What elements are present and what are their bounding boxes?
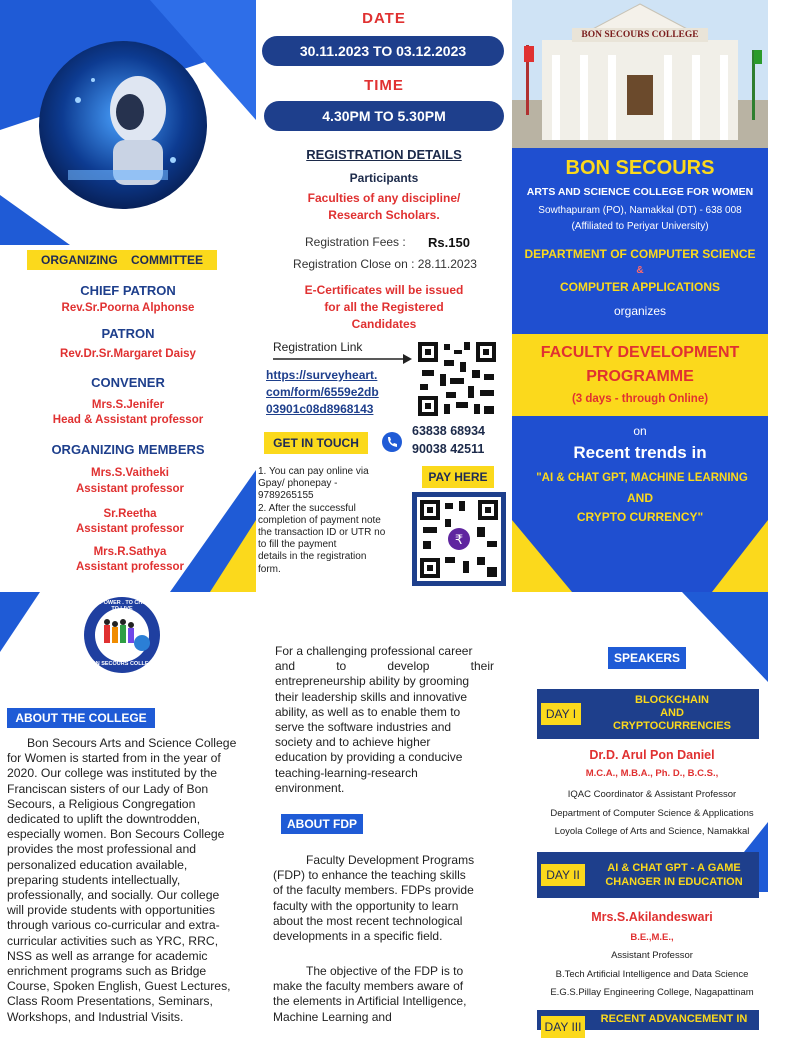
certificate-line-3: Candidates (351, 317, 417, 331)
department-ampersand: & (636, 265, 644, 276)
note-line: form. (258, 563, 281, 575)
fdp-line: faculty with the opportunity to learn (273, 898, 459, 913)
about-line: Secours, a Religious Congregation (7, 796, 196, 811)
about-line: for Women is started from in the year of (7, 751, 221, 766)
speaker-2-line-2: B.Tech Artificial Intelligence and Data Science (555, 969, 749, 980)
about-line: Franciscan sisters of our Lady of Bon (7, 781, 209, 796)
pay-here-badge: PAY HERE (422, 466, 494, 488)
college-building-image (512, 0, 768, 148)
fdp-text (273, 853, 494, 944)
department-line-2: COMPUTER APPLICATIONS (559, 280, 720, 294)
phone-2[interactable]: 90038 42511 (412, 442, 485, 456)
certificate-line-2: for all the Registered (324, 300, 444, 314)
patron-title: PATRON (101, 326, 155, 341)
time-value: 4.30PM TO 5.30PM (264, 101, 504, 131)
member-1-role: Assistant professor (75, 483, 184, 495)
about-line: Bon Secours Arts and Science College (27, 736, 237, 750)
day3-banner (537, 1010, 759, 1034)
logo-motto: TO EMPOWER . TO CHANGE . TO LIVE (82, 600, 162, 612)
member-3-name: Mrs.R.Sathya (93, 546, 167, 558)
participants-line-1: Faculties of any discipline/ (307, 191, 461, 205)
speaker-2-degrees: B.E.,M.E., (630, 932, 674, 943)
about-line: professionally, and socially. Our college (7, 888, 220, 903)
panel-committee (0, 0, 256, 592)
intro-line: teaching-learning-research (275, 765, 418, 780)
about-line: curricular activities such as YRC, RRC, (7, 933, 219, 948)
payment-qr-frame (412, 492, 506, 586)
objective-line: make the faculty members aware of (273, 979, 464, 994)
payment-notes (258, 466, 408, 576)
member-2-role: Assistant professor (75, 523, 184, 535)
participants-line-2: Research Scholars. (328, 208, 440, 222)
organizes-text: organizes (613, 304, 667, 318)
member-2-name: Sr.Reetha (103, 508, 157, 520)
day2-topic-line: AI & CHAT GPT - A GAME (607, 862, 741, 874)
speaker-1-line-3: Loyola College of Arts and Science, Namakkal (554, 826, 750, 837)
day3-label: DAY III (541, 1016, 585, 1038)
about-line: Workshops, and Industrial Visits. (7, 1009, 184, 1024)
convener-title: CONVENER (91, 375, 165, 390)
fdp-line: of the faculty members. FDPs provide (273, 883, 474, 898)
intro-line: environment. (275, 780, 345, 795)
panel-about-fdp (256, 592, 512, 1024)
about-line: Class Room Presentations, Seminars, (7, 994, 213, 1009)
topic-line-1: "AI & CHAT GPT, MACHINE LEARNING (536, 472, 748, 484)
get-in-touch-badge: GET IN TOUCH (264, 432, 368, 454)
phone-icon (381, 431, 403, 453)
registration-qr-code[interactable] (416, 340, 498, 418)
word: their (470, 659, 494, 674)
speaker-2-line-3: E.G.S.Pillay Engineering College, Nagapattinam (550, 987, 754, 998)
intro-text (275, 644, 494, 796)
speaker-1-line-2: Department of Computer Science & Applications (550, 808, 754, 819)
fdp-banner (512, 334, 768, 416)
day2-banner (537, 852, 759, 898)
intro-line: For a challenging professional career (275, 644, 473, 658)
note-line: 1. You can pay online via (258, 466, 369, 477)
intro-line-spaced (275, 659, 494, 674)
registration-title: REGISTRATION DETAILS (306, 147, 462, 162)
about-line: 2020. Our college was instituted by the (7, 766, 218, 781)
chief-patron-title: CHIEF PATRON (80, 283, 176, 298)
panel3-corner-decor (512, 520, 768, 592)
day2-topic (589, 861, 759, 889)
day1-banner (537, 689, 759, 739)
speaker-1-name: Dr.D. Arul Pon Daniel (589, 748, 715, 762)
organizing-committee-badge: ORGANIZING COMMITTEE (27, 250, 217, 270)
phone-1[interactable]: 63838 68934 (412, 424, 485, 438)
college-subtitle: ARTS AND SCIENCE COLLEGE FOR WOMEN (526, 186, 754, 198)
member-3-role: Assistant professor (75, 561, 184, 573)
about-college-text (7, 736, 254, 1025)
college-affiliation: (Affiliated to Periyar University) (571, 221, 709, 232)
about-line: NSS as well as arrange for academic (7, 948, 208, 963)
intro-line: their leadership skills and innovative (275, 689, 468, 704)
fdp-line: developments in a specific field. (273, 929, 443, 944)
note-line: the transaction ID or UTR no (258, 527, 386, 539)
about-line: Course, Spoken English, Guest Lectures, (7, 979, 231, 994)
day2-topic-line: CHANGER IN EDUCATION (605, 876, 743, 888)
speaker-1-degrees: M.C.A., M.B.A., Ph. D., B.C.S., (585, 768, 719, 779)
recent-trends: Recent trends in (573, 443, 707, 462)
fdp-days: (3 days - through Online) (571, 393, 709, 405)
arrow-right-icon (273, 352, 413, 366)
registration-link[interactable] (266, 367, 412, 418)
word: and (275, 659, 296, 674)
speaker-1-line-1: IQAC Coordinator & Assistant Professor (567, 789, 737, 800)
about-line: provides the most professional and (7, 842, 197, 857)
logo-college-name: BON SECOURS COLLEGE (87, 661, 157, 667)
college-name: BON SECOURS (565, 157, 715, 179)
day1-label: DAY I (541, 703, 581, 725)
svg-text:₹: ₹ (454, 533, 464, 548)
department-line-1: DEPARTMENT OF COMPUTER SCIENCE (524, 247, 756, 261)
chief-patron-name: Rev.Sr.Poorna Alphonse (61, 302, 195, 314)
patron-name: Rev.Dr.Sr.Margaret Daisy (60, 348, 196, 360)
panel-registration (256, 0, 512, 592)
fdp-title-line-2: PROGRAMME (586, 368, 694, 385)
robot-ai-image (38, 40, 208, 210)
note-line: details in the registration (258, 551, 367, 563)
certificate-line-1: E-Certificates will be issued (304, 283, 464, 297)
panel-speakers (512, 592, 768, 1034)
participants-label: Participants (349, 171, 419, 185)
about-fdp-badge: ABOUT FDP (281, 814, 363, 834)
speakers-badge: SPEAKERS (608, 647, 686, 669)
organizing-members-title: ORGANIZING MEMBERS (51, 442, 205, 457)
convener-role: Head & Assistant professor (52, 414, 204, 426)
speaker-2-name: Mrs.S.Akilandeswari (591, 910, 713, 924)
registration-close: Registration Close on : 28.11.2023 (293, 257, 477, 271)
payment-qr-code[interactable] (417, 497, 501, 581)
about-line: through various co-curricular and extra- (7, 918, 220, 933)
panel-about-college (0, 592, 256, 1024)
note-line: to fill the payment (258, 539, 337, 551)
about-college-badge: ABOUT THE COLLEGE (7, 708, 155, 728)
day1-topic (587, 694, 757, 733)
about-line: personalized education available, (7, 857, 188, 872)
link-line-3[interactable]: 03901c08d8968143 (266, 402, 374, 416)
fdp-line: (FDP) to enhance the teaching skills (273, 868, 466, 883)
fdp-line: about the most recent technological (273, 913, 463, 928)
intro-line: entrepreneurship ability by grooming (275, 674, 470, 689)
intro-line: ability, as well as to enable them to (275, 704, 461, 719)
note-line: 9789265155 (258, 490, 314, 502)
day3-topic: RECENT ADVANCEMENT IN (600, 1013, 748, 1025)
about-line: enrichment programs such as Bridge (7, 964, 207, 979)
topic-line-2: AND (627, 491, 653, 505)
objective-line: Machine Learning and (273, 1009, 392, 1024)
about-line: dedicated to uplift the downtrodden, (7, 812, 201, 827)
objective-text (273, 964, 494, 1025)
member-1-name: Mrs.S.Vaitheki (91, 467, 169, 479)
intro-line: education by providing a conducive (275, 750, 463, 765)
note-line: Gpay/ phonepay - (258, 478, 338, 490)
fdp-title-line-1: FACULTY DEVELOPMENT (540, 344, 740, 361)
day1-topic-line: BLOCKCHAIN (635, 694, 709, 706)
word: to (336, 659, 347, 674)
about-line: will provide students with opportunities (7, 903, 215, 918)
day1-topic-line: AND (660, 707, 684, 719)
college-address: Sowthapuram (PO), Namakkal (DT) - 638 008 (538, 205, 742, 216)
building-sign: BON SECOURS COLLEGE (581, 30, 699, 40)
note-line: 2. After the successful (258, 502, 356, 514)
fees-label: Registration Fees : (305, 235, 406, 249)
objective-line: the elements in Artificial Intelligence, (273, 994, 467, 1009)
objective-line: The objective of the FDP is to (306, 964, 464, 978)
intro-line: serve the software industries and (275, 720, 452, 735)
time-label: TIME (364, 77, 404, 94)
link-line-2[interactable]: com/form/6559e2db (266, 385, 379, 399)
fees-value: Rs.150 (428, 235, 470, 250)
day2-label: DAY II (541, 864, 585, 886)
day1-topic-line: CRYPTOCURRENCIES (613, 720, 731, 732)
on-text: on (633, 424, 647, 438)
word: develop (387, 659, 430, 674)
speaker-2-line-1: Assistant Professor (611, 950, 693, 961)
about-line: preparing students intellectually, (7, 872, 181, 887)
date-label: DATE (362, 10, 406, 27)
panel-programme (512, 0, 768, 592)
fdp-line: Faculty Development Programs (306, 853, 475, 867)
date-value: 30.11.2023 TO 03.12.2023 (262, 36, 504, 66)
link-line-1[interactable]: https://surveyheart. (266, 368, 378, 382)
topic-line-3: CRYPTO CURRENCY" (576, 510, 704, 524)
intro-line: society and to achieve higher (275, 735, 431, 750)
note-line: completion of payment note (258, 514, 381, 526)
registration-link-label: Registration Link (273, 340, 363, 354)
convener-name: Mrs.S.Jenifer (91, 399, 165, 411)
about-line: especially women. Bon Secours College (7, 827, 225, 842)
